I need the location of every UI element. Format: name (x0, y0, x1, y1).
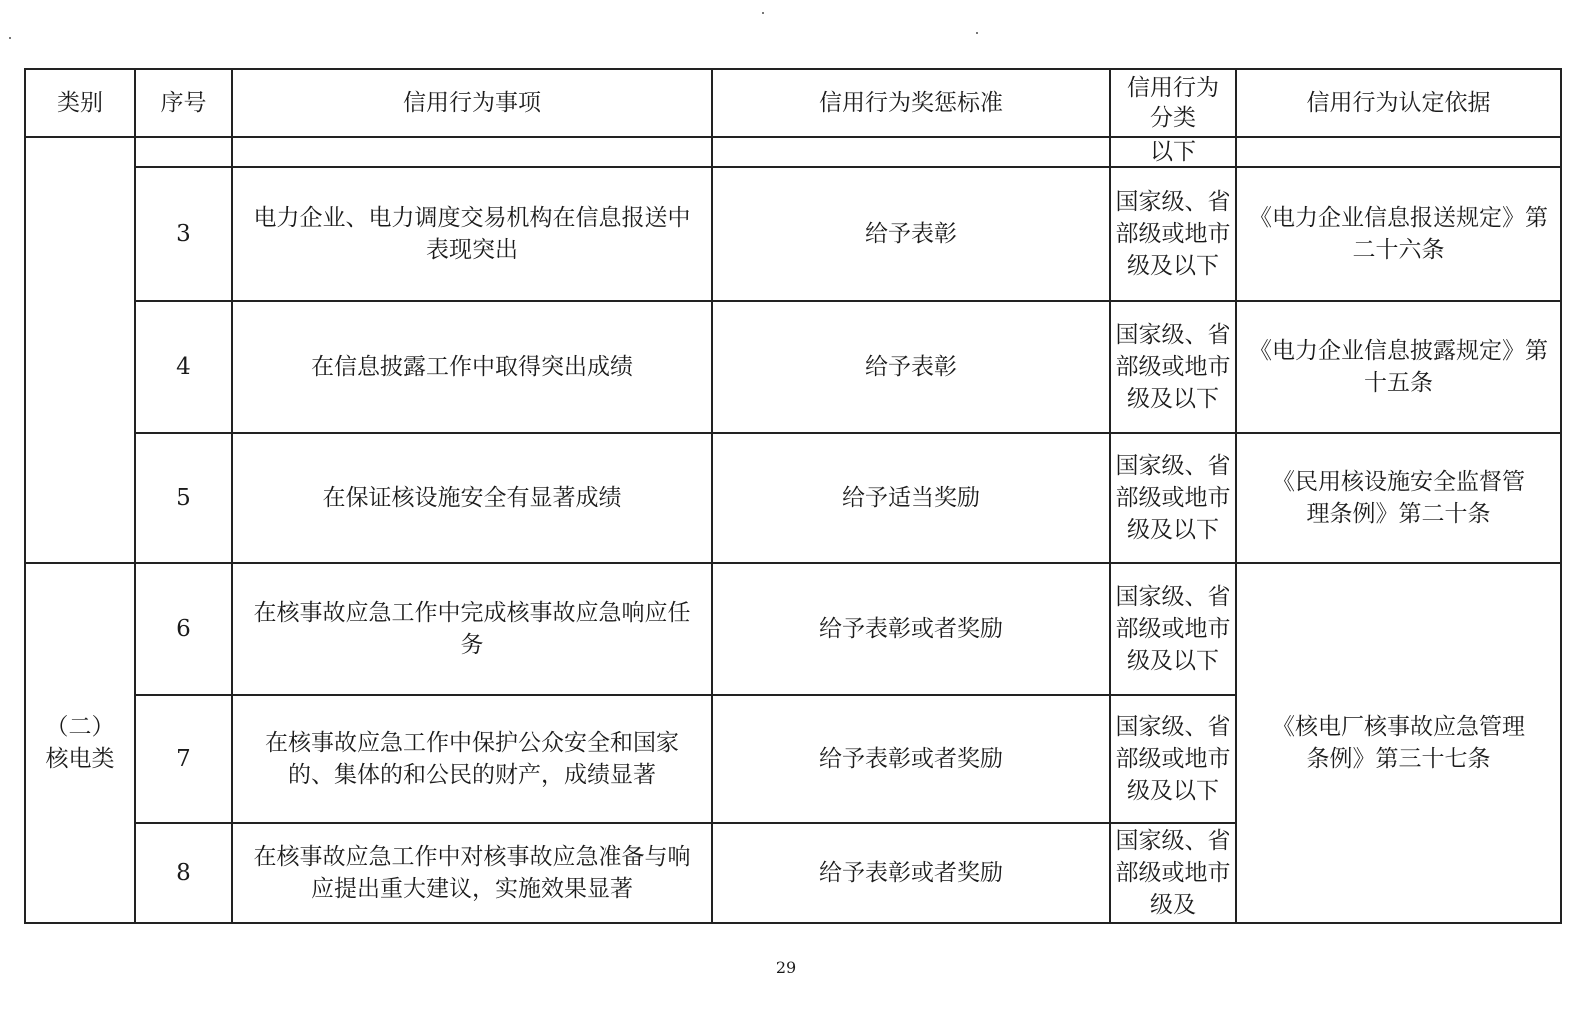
header-category: 类别 (25, 69, 135, 137)
header-seq: 序号 (135, 69, 232, 137)
table-row (25, 563, 1561, 695)
standard-cell: 给予表彰 (712, 167, 1110, 301)
classification-cell: 国家级、省部级或地市级及以下 (1110, 167, 1236, 301)
classification-cell: 以下 (1110, 137, 1236, 167)
header-item: 信用行为事项 (232, 69, 712, 137)
table-row (25, 167, 1561, 301)
item-cell: 在核事故应急工作中对核事故应急准备与响应提出重大建议，实施效果显著 (232, 823, 712, 923)
item-cell: 在保证核设施安全有显著成绩 (232, 433, 712, 563)
table-row-continued (25, 137, 1561, 167)
item-cell (232, 137, 712, 167)
table-row (25, 301, 1561, 433)
classification-cell: 国家级、省部级或地市级及以下 (1110, 563, 1236, 695)
basis-cell: 《电力企业信息报送规定》第二十六条 (1236, 167, 1561, 301)
standard-cell: 给予表彰 (712, 301, 1110, 433)
item-cell: 在核事故应急工作中完成核事故应急响应任务 (232, 563, 712, 695)
header-classification: 信用行为分类 (1110, 69, 1236, 137)
basis-cell: 《电力企业信息披露规定》第十五条 (1236, 301, 1561, 433)
page-number: 29 (775, 958, 797, 977)
scan-speck (9, 37, 11, 39)
scan-speck (976, 32, 978, 34)
table-header-row (25, 69, 1561, 137)
table-row (25, 433, 1561, 563)
item-cell: 在信息披露工作中取得突出成绩 (232, 301, 712, 433)
seq-cell: 6 (135, 563, 232, 695)
basis-cell: 《核电厂核事故应急管理条例》第三十七条 (1236, 563, 1561, 923)
item-cell: 在核事故应急工作中保护公众安全和国家的、集体的和公民的财产，成绩显著 (232, 695, 712, 823)
item-cell: 电力企业、电力调度交易机构在信息报送中表现突出 (232, 167, 712, 301)
classification-cell: 国家级、省部级或地市级及以下 (1110, 695, 1236, 823)
category-cell-nuclear: （二）核电类 (25, 563, 135, 923)
standard-cell: 给予表彰或者奖励 (712, 563, 1110, 695)
credit-behavior-table (24, 68, 1562, 924)
category-cell-previous (25, 137, 135, 563)
basis-cell: 《民用核设施安全监督管理条例》第二十条 (1236, 433, 1561, 563)
seq-cell: 5 (135, 433, 232, 563)
seq-cell (135, 137, 232, 167)
standard-cell (712, 137, 1110, 167)
seq-cell: 4 (135, 301, 232, 433)
seq-cell: 8 (135, 823, 232, 923)
header-standard: 信用行为奖惩标准 (712, 69, 1110, 137)
scan-speck (762, 12, 764, 14)
seq-cell: 3 (135, 167, 232, 301)
standard-cell: 给予表彰或者奖励 (712, 823, 1110, 923)
basis-cell (1236, 137, 1561, 167)
classification-cell: 国家级、省部级或地市级及以下 (1110, 433, 1236, 563)
standard-cell: 给予适当奖励 (712, 433, 1110, 563)
classification-cell: 国家级、省部级或地市级及 (1110, 823, 1236, 923)
seq-cell: 7 (135, 695, 232, 823)
standard-cell: 给予表彰或者奖励 (712, 695, 1110, 823)
header-basis: 信用行为认定依据 (1236, 69, 1561, 137)
classification-cell: 国家级、省部级或地市级及以下 (1110, 301, 1236, 433)
